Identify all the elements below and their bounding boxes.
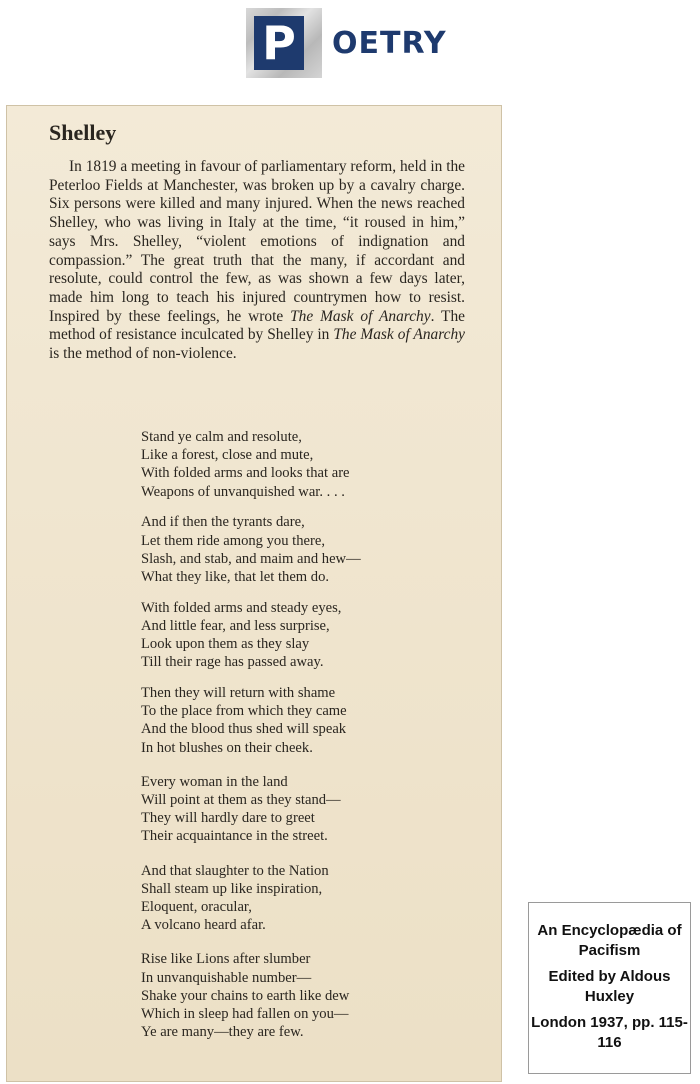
poem-line: To the place from which they came [141,703,347,720]
poem-line: And that slaughter to the Nation [141,862,329,879]
intro-paragraph [49,158,465,364]
poem-line: A volcano heard afar. [141,917,266,934]
poem-line: Shall steam up like inspiration, [141,880,323,897]
logo-text: OETRY [332,25,447,61]
stanza [141,950,481,1041]
poem-line: Which in sleep had fallen on you— [141,1005,349,1022]
poem-line: Let them ride among you there, [141,532,325,549]
citation-editor: Edited by Aldous Huxley [548,968,671,1005]
poem-line: With folded arms and looks that are [141,465,350,482]
poem-line: In hot blushes on their cheek. [141,739,313,756]
poem [141,428,481,1054]
poem-line: Then they will return with shame [141,684,336,701]
citation-box [528,902,691,1074]
stanza [141,599,481,672]
citation-source: An Encyclopædia of Pacifism [537,922,682,959]
poem-line: Look upon them as they slay [141,636,310,653]
poem-line: Slash, and stab, and maim and hew— [141,550,361,567]
intro-text-2: . The method of resistance inculcated by Shelley in [49,307,465,344]
poem-line: And the blood thus shed will speak [141,721,347,738]
intro-title-1: The Mask of Anarchy [290,307,431,325]
poem-line: With folded arms and steady eyes, [141,599,342,616]
logo-letter-p: P [254,16,304,70]
poem-line: Till their rage has passed away. [141,654,324,671]
poem-line: Every woman in the land [141,773,288,790]
page-title: Shelley [49,120,117,145]
stanza [141,513,481,586]
intro-text-3: is the method of non-violence. [49,345,237,363]
poem-line: Like a forest, close and mute, [141,447,314,464]
poem-line: Shake your chains to earth like dew [141,987,350,1004]
poem-line: Rise like Lions after slumber [141,951,311,968]
intro-text-1: In 1819 a meeting in favour of parliamentary reform, held in the Peterloo Fields at Manchester, was broken up by a cavalry charge. Six persons were killed and many injured. When the news reached Shelley, who was living in Italy at the time, “it roused in him,” says Mrs. Shelley, “violent emotions of indignation and compassion.” The great truth that the many, if accordant and resolute, could control the few, as was shown a few days later, made him long to teach his injured countrymen how to resist. Inspired by these feelings, he wrote [49,158,465,325]
poem-line: Eloquent, oracular, [141,898,252,915]
poem-line: Stand ye calm and resolute, [141,429,302,445]
stanza [141,684,481,757]
citation-publication: London 1937, pp. 115-116 [531,1014,688,1051]
intro-title-2: The Mask of Anarchy [333,326,465,344]
poem-line: Their acquaintance in the street. [141,828,328,845]
stanza [141,428,481,501]
poem-line: They will hardly dare to greet [141,810,315,827]
logo-marble-block [246,8,322,78]
poem-line: And little fear, and less surprise, [141,617,330,634]
stanza [141,773,481,846]
poetry-logo [246,8,454,78]
poem-line: What they like, that let them do. [141,568,330,585]
stanza [141,862,481,935]
poem-line: Will point at them as they stand— [141,791,341,808]
scanned-page [6,105,502,1082]
poem-line: Weapons of unvanquished war. . . . [141,483,345,500]
poem-line: In unvanquishable number— [141,969,312,986]
poem-line: Ye are many—they are few. [141,1024,304,1041]
poem-line: And if then the tyrants dare, [141,514,305,531]
